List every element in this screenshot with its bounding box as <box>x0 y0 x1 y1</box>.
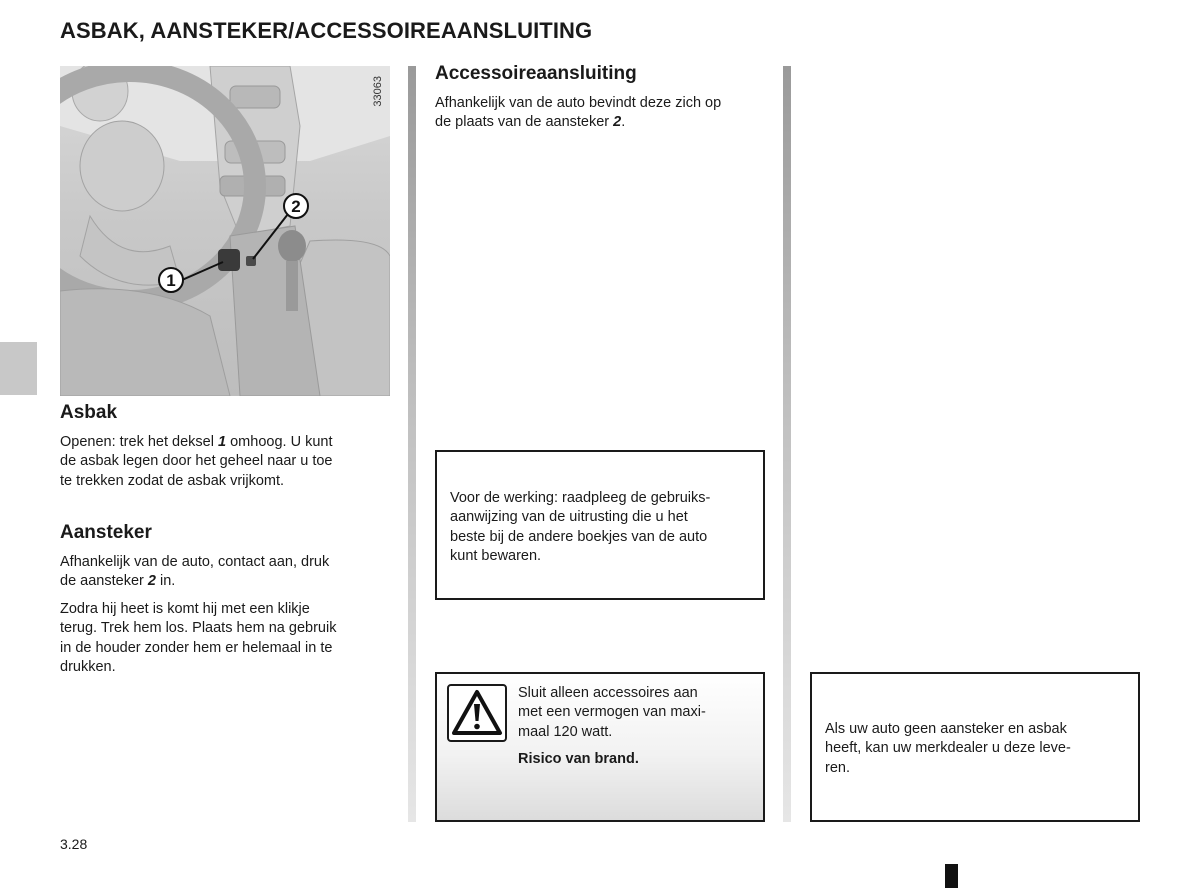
page-title: ASBAK, AANSTEKER/ACCESSOIREAANSLUITING <box>60 18 593 43</box>
photo-reference-number: 33063 <box>372 76 384 107</box>
note-line-3: ren. <box>825 759 850 776</box>
page-edge-mark <box>945 864 958 888</box>
warning-triangle-icon <box>447 684 507 742</box>
chapter-tab <box>0 342 37 395</box>
dealer-note-box <box>810 672 1140 822</box>
callout-2: 2 <box>291 197 301 216</box>
aansteker-paragraph-2 <box>60 600 390 677</box>
info-box <box>435 450 765 600</box>
info-line-2: aanwijzing van de uitrusting die u het <box>450 509 688 526</box>
column-divider-right <box>783 66 791 822</box>
warning-line-2: met een vermogen van maxi- <box>518 704 706 721</box>
info-line-4: kunt bewaren. <box>450 547 542 564</box>
note-line-2: heeft, kan uw merkdealer u deze leve- <box>825 740 1071 757</box>
accessoire-intro-line-1: Afhankelijk van de auto bevindt deze zich op <box>435 95 722 111</box>
asbak-line-3: te trekken zodat de asbak vrijkomt. <box>60 472 285 489</box>
warning-line-1: Sluit alleen accessoires aan <box>518 685 698 701</box>
warning-triangle-icon-svg <box>449 686 505 740</box>
aansteker-paragraph-1 <box>60 553 390 592</box>
note-line-1: Als uw auto geen aansteker en asbak <box>825 721 1067 737</box>
asbak-heading: Asbak <box>60 402 118 423</box>
asbak-line-2: de asbak legen door het geheel naar u toe <box>60 453 333 470</box>
callout-1: 1 <box>166 271 176 290</box>
info-line-1: Voor de werking: raadpleeg de gebruiks- <box>450 490 711 506</box>
page-number: 3.28 <box>60 836 88 852</box>
aansteker-p2-line-2: terug. Trek hem los. Plaats hem na gebruik <box>60 620 337 637</box>
warning-box <box>435 672 765 822</box>
column-divider-left <box>408 66 416 822</box>
aansteker-heading: Aansteker <box>60 522 152 543</box>
warning-bold: Risico van brand. <box>518 750 639 767</box>
info-box-text <box>450 489 752 566</box>
dealer-note-text <box>825 720 1127 778</box>
accessoire-intro-line-2: de plaats van de aansteker 2. <box>435 114 626 131</box>
asbak-line-1: Openen: trek het deksel 1 omhoog. U kunt <box>60 434 333 450</box>
warning-line-3: maal 120 watt. <box>518 723 613 740</box>
accessoire-heading: Accessoireaansluiting <box>435 63 637 84</box>
aansteker-p2-line-4: drukken. <box>60 658 116 675</box>
info-line-3: beste bij de andere boekjes van de auto <box>450 528 708 545</box>
dashboard-illustration <box>60 66 390 396</box>
aansteker-p1-line-1: Afhankelijk van de auto, contact aan, druk <box>60 554 330 570</box>
asbak-paragraph <box>60 433 390 491</box>
dashboard-photo <box>60 66 390 396</box>
warning-text <box>518 684 752 769</box>
aansteker-p1-line-2: de aansteker 2 in. <box>60 573 176 590</box>
accessoire-intro <box>435 94 765 133</box>
aansteker-p2-line-1: Zodra hij heet is komt hij met een klikje <box>60 601 310 617</box>
aansteker-p2-line-3: in de houder zonder hem er helemaal in te <box>60 639 333 656</box>
